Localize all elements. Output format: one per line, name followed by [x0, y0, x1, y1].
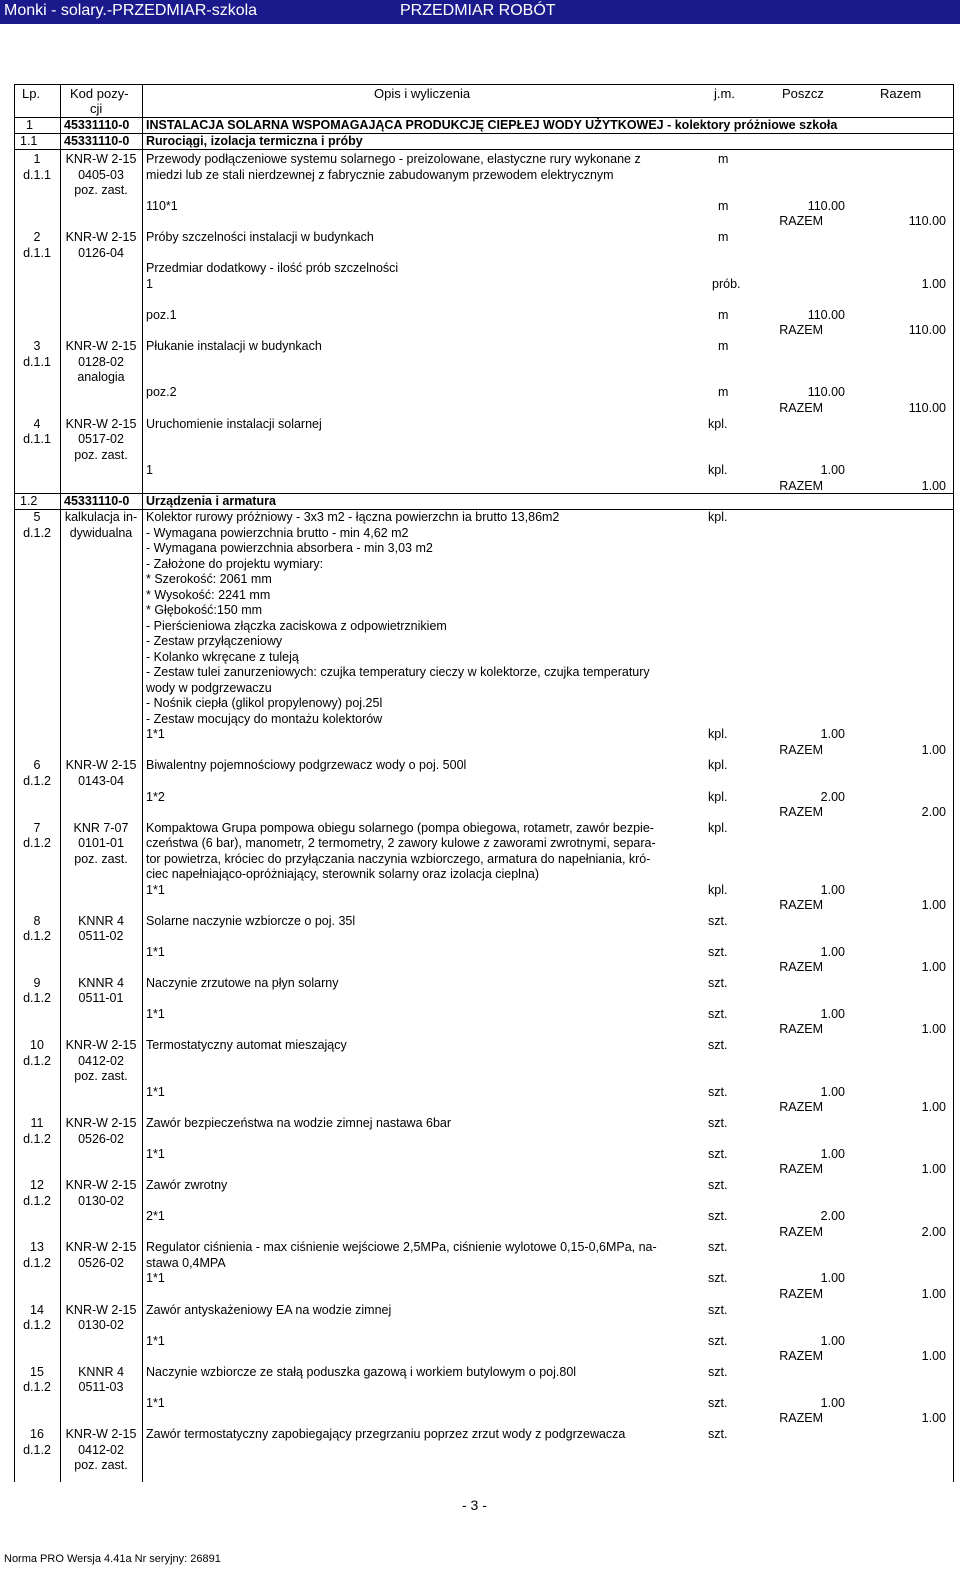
razem-value: 1.00	[921, 960, 946, 974]
item-code-2: 0128-02	[78, 355, 124, 369]
calc-unit: szt.	[708, 1334, 728, 1348]
item-code-3: poz. zast.	[74, 1069, 128, 1083]
calc-unit: kpl.	[708, 463, 728, 477]
calc-formula: 1*1	[146, 1085, 165, 1099]
header-jm: j.m.	[714, 86, 735, 101]
item-lp: 14	[30, 1303, 44, 1317]
description-line: - Wymagana powierzchnia brutto - min 4,62 m2	[146, 526, 409, 540]
description-line: * Głębokość:150 mm	[146, 603, 263, 617]
item-code: KNR-W 2-15	[65, 1038, 137, 1052]
item-dz: d.1.2	[23, 1380, 51, 1394]
item-lp: 1	[33, 152, 41, 166]
item-code-2: 0143-04	[78, 774, 124, 788]
item-code-2: 0511-03	[78, 1380, 124, 1394]
item-unit: m	[718, 152, 729, 166]
item-description: Płukanie instalacji w budynkach	[146, 339, 322, 353]
calc-unit: kpl.	[708, 727, 728, 741]
item-lp: 3	[33, 339, 41, 353]
section-title: INSTALACJA SOLARNA WSPOMAGAJĄCA PRODUKCJĘ CIEPŁEJ WODY UŻYTKOWEJ - kolektory próżniowe szkoła	[146, 118, 838, 132]
item-unit: kpl.	[708, 821, 728, 835]
item-dz: d.1.2	[23, 929, 51, 943]
item-dz: d.1.2	[23, 1318, 51, 1332]
header-lp: Lp.	[22, 86, 41, 101]
description-line: - Kolanko wkręcane z tuleją	[146, 650, 299, 664]
calc-unit: szt.	[708, 1396, 728, 1410]
item-code: KNR 7-07	[73, 821, 129, 835]
item-code-2: 0126-04	[78, 246, 124, 260]
item-code-2: 0511-02	[78, 929, 124, 943]
item-unit: szt.	[708, 1303, 728, 1317]
page-number: - 3 -	[462, 1497, 487, 1513]
calc-unit: szt.	[708, 1085, 728, 1099]
item-code: KNR-W 2-15	[65, 758, 137, 772]
calc-unit: m	[718, 199, 729, 213]
item-lp: 8	[33, 914, 41, 928]
item-dz: d.1.1	[23, 355, 51, 369]
razem-value: 2.00	[921, 1225, 946, 1239]
calc-unit: szt.	[708, 945, 728, 959]
item-lp: 10	[30, 1038, 44, 1052]
item-dz: d.1.2	[23, 991, 51, 1005]
razem-value: 1.00	[921, 1287, 946, 1301]
calc-value: 1.00	[820, 1271, 845, 1285]
item-code-3: poz. zast.	[74, 448, 128, 462]
title-bar	[0, 0, 960, 24]
item-unit: szt.	[708, 1240, 728, 1254]
section-title: Urządzenia i armatura	[146, 494, 276, 508]
item-code-3: poz. zast.	[74, 852, 128, 866]
calc-value: 1.00	[820, 1334, 845, 1348]
calc-value: 1.00	[820, 1147, 845, 1161]
item-description: Naczynie wzbiorcze ze stałą poduszka gazową i workiem butylowym o poj.80l	[146, 1365, 577, 1379]
section-code: 45331110-0	[64, 494, 130, 508]
item-code: kalkulacja in-	[64, 510, 138, 524]
description-line: - Zestaw tulei zanurzeniowych: czujka temperatury cieczy w kolektorze, czujka temperatury	[146, 665, 650, 679]
item-description: Próby szczelności instalacji w budynkach	[146, 230, 374, 244]
item-unit: szt.	[708, 1365, 728, 1379]
razem-label: RAZEM	[779, 479, 823, 493]
item-code-3: analogia	[77, 370, 125, 384]
item-code-3: poz. zast.	[74, 183, 128, 197]
description-line: * Wysokość: 2241 mm	[146, 588, 271, 602]
section-row-border	[14, 149, 954, 150]
item-lp: 2	[33, 230, 41, 244]
table-top-border	[14, 84, 954, 85]
razem-value: 1.00	[921, 1349, 946, 1363]
calc-unit: kpl.	[708, 883, 728, 897]
header-opis: Opis i wyliczenia	[374, 86, 471, 101]
item-dz: d.1.1	[23, 432, 51, 446]
item-lp: 4	[33, 417, 41, 431]
calc-formula: 1*2	[146, 790, 165, 804]
calc-formula: 110*1	[146, 199, 178, 213]
razem-value: 2.00	[921, 805, 946, 819]
razem-label: RAZEM	[779, 1349, 823, 1363]
item-lp: 16	[30, 1427, 44, 1441]
item-lp: 12	[30, 1178, 44, 1192]
section-title: Rurociągi, izolacja termiczna i próby	[146, 134, 363, 148]
calc-formula: 1*1	[146, 1007, 165, 1021]
calc-formula: 1	[146, 463, 153, 477]
item-lp: 11	[30, 1116, 44, 1130]
item-code-2: 0130-02	[78, 1318, 124, 1332]
calc-formula: 1*1	[146, 1147, 165, 1161]
item-lp: 13	[30, 1240, 44, 1254]
item-code-2: 0517-02	[78, 432, 124, 446]
item-description: Uruchomienie instalacji solarnej	[146, 417, 322, 431]
item-unit: szt.	[708, 1178, 728, 1192]
calc-value-2: 110.00	[807, 308, 845, 322]
description-line: - Pierścieniowa złączka zaciskowa z odpowietrznikiem	[146, 619, 447, 633]
item-description: Przewody podłączeniowe systemu solarnego - preizolowane, elastyczne rury wykonane z	[146, 152, 641, 166]
item-dz: d.1.2	[23, 1194, 51, 1208]
description-line: Kompaktowa Grupa pompowa obiegu solarnego (pompa obiegowa, rotametr, zawór bezpie-	[146, 821, 654, 835]
razem-label: RAZEM	[779, 960, 823, 974]
item-description: Naczynie zrzutowe na płyn solarny	[146, 976, 339, 990]
calc-value: 1.00	[921, 277, 946, 291]
item-lp: 5	[33, 510, 41, 524]
item-code: KNNR 4	[78, 1365, 124, 1379]
description-line: - Zestaw mocujący do montażu kolektorów	[146, 712, 383, 726]
razem-value: 1.00	[921, 1022, 946, 1036]
calc-value: 1.00	[820, 727, 845, 741]
calc-formula: 1*1	[146, 1396, 165, 1410]
calc-formula: 1*1	[146, 1271, 165, 1285]
item-lp: 9	[33, 976, 41, 990]
description-line: - Założone do projektu wymiary:	[146, 557, 324, 571]
calc-value: 1.00	[820, 883, 845, 897]
item-unit: szt.	[708, 976, 728, 990]
razem-value: 1.00	[921, 1100, 946, 1114]
description-line: * Szerokość: 2061 mm	[146, 572, 272, 586]
razem-value: 1.00	[921, 743, 946, 757]
calc-value: 110.00	[807, 385, 845, 399]
calc-value: 1.00	[820, 1007, 845, 1021]
description-line: tor powietrza, króciec do przyłączania naczynia wzbiorczego, armatura do napełniania, kró-	[146, 852, 651, 866]
item-dz: d.1.2	[23, 1443, 51, 1457]
calc-unit: prób.	[712, 277, 741, 291]
item-description: Biwalentny pojemnościowy podgrzewacz wody o poj. 500l	[146, 758, 467, 772]
item-code-2: 0101-01	[78, 836, 124, 850]
razem-label: RAZEM	[779, 805, 823, 819]
razem-value: 110.00	[908, 214, 946, 228]
razem-label: RAZEM	[779, 743, 823, 757]
item-code-2: 0130-02	[78, 1194, 124, 1208]
calc-unit: szt.	[708, 1209, 728, 1223]
item-code-2: 0511-01	[78, 991, 124, 1005]
item-code-3: poz. zast.	[74, 1458, 128, 1472]
item-code-2: 0526-02	[78, 1256, 124, 1270]
section-lp: 1.2	[20, 494, 38, 508]
item-unit: szt.	[708, 1116, 728, 1130]
item-description: Zawór bezpieczeństwa na wodzie zimnej nastawa 6bar	[146, 1116, 452, 1130]
item-description-2: stawa 0,4MPA	[146, 1256, 226, 1270]
razem-value: 1.00	[921, 1162, 946, 1176]
item-unit: szt.	[708, 1427, 728, 1441]
document-name: Monki - solary.-PRZEDMIAR-szkola	[4, 2, 258, 19]
item-code-2: dywidualna	[69, 526, 133, 540]
calc-formula-2: poz.1	[146, 308, 177, 322]
item-description: Zawór zwrotny	[146, 1178, 228, 1192]
razem-value: 110.00	[908, 401, 946, 415]
item-dz: d.1.2	[23, 836, 51, 850]
item-unit: kpl.	[708, 510, 728, 524]
section-lp: 1	[26, 118, 33, 132]
razem-label: RAZEM	[779, 1022, 823, 1036]
item-description: Solarne naczynie wzbiorcze o poj. 35l	[146, 914, 356, 928]
item-dz: d.1.2	[23, 1132, 51, 1146]
calc-unit-2: m	[718, 308, 729, 322]
item-unit: m	[718, 339, 729, 353]
item-code: KNNR 4	[78, 976, 124, 990]
section-code: 45331110-0	[64, 134, 130, 148]
calc-formula: 1*1	[146, 1334, 165, 1348]
calc-unit: szt.	[708, 1007, 728, 1021]
section-lp: 1.1	[20, 134, 38, 148]
description-line: - Zestaw przyłączeniowy	[146, 634, 283, 648]
razem-label: RAZEM	[779, 401, 823, 415]
razem-label: RAZEM	[779, 214, 823, 228]
header-poszcz: Poszcz	[782, 86, 824, 101]
description-line: wody w podgrzewaczu	[146, 681, 272, 695]
razem-label: RAZEM	[779, 1100, 823, 1114]
item-code-2: 0405-03	[78, 168, 124, 182]
item-code: KNR-W 2-15	[65, 1240, 137, 1254]
calc-value: 2.00	[820, 1209, 845, 1223]
item-code: KNR-W 2-15	[65, 417, 137, 431]
item-code-2: 0412-02	[78, 1054, 124, 1068]
calc-formula: 2*1	[146, 1209, 165, 1223]
item-unit: kpl.	[708, 758, 728, 772]
item-code: KNR-W 2-15	[65, 152, 137, 166]
calc-value: 1.00	[820, 945, 845, 959]
razem-label: RAZEM	[779, 1287, 823, 1301]
razem-value: 1.00	[921, 898, 946, 912]
razem-value: 1.00	[921, 479, 946, 493]
calc-value: 2.00	[820, 790, 845, 804]
item-lp: 6	[33, 758, 41, 772]
item-code: KNR-W 2-15	[65, 1116, 137, 1130]
item-dz: d.1.2	[23, 526, 51, 540]
footer-software-info: Norma PRO Wersja 4.41a Nr seryjny: 26891	[4, 1553, 221, 1565]
calc-value: 110.00	[807, 199, 845, 213]
item-dz: d.1.1	[23, 168, 51, 182]
calc-unit: kpl.	[708, 790, 728, 804]
item-description: Termostatyczny automat mieszający	[146, 1038, 347, 1052]
razem-label: RAZEM	[779, 1162, 823, 1176]
razem-label: RAZEM	[779, 1225, 823, 1239]
item-description: Regulator ciśnienia - max ciśnienie wejściowe 2,5MPa, ciśnienie wylotowe 0,15-0,6MPa, na-	[146, 1240, 657, 1254]
header-razem: Razem	[880, 86, 922, 101]
item-lp: 7	[33, 821, 41, 835]
item-code: KNR-W 2-15	[65, 1178, 137, 1192]
column-divider	[142, 84, 143, 1482]
item-lp: 15	[30, 1365, 44, 1379]
item-unit: szt.	[708, 1038, 728, 1052]
item-code: KNR-W 2-15	[65, 1427, 137, 1441]
item-code-2: 0526-02	[78, 1132, 124, 1146]
item-note: Przedmiar dodatkowy - ilość prób szczelności	[146, 261, 399, 275]
item-description-2: miedzi lub ze stali nierdzewnej z fabrycznie zabudowanym przewodem elektrycznym	[146, 168, 614, 182]
description-line: ciec napełniająco-opróżniający, sterownik solarny oraz izolacja cieplna)	[146, 867, 540, 881]
item-dz: d.1.1	[23, 246, 51, 260]
item-unit: szt.	[708, 914, 728, 928]
item-code: KNNR 4	[78, 914, 124, 928]
description-line: - Nośnik ciepła (glikol propylenowy) poj.25l	[146, 696, 383, 710]
calc-unit: m	[718, 385, 729, 399]
item-unit: kpl.	[708, 417, 728, 431]
item-description: Zawór termostatyczny zapobiegający przegrzaniu poprzez zrzut wody z podgrzewacza	[146, 1427, 626, 1441]
calc-unit: szt.	[708, 1271, 728, 1285]
razem-value: 1.00	[921, 1411, 946, 1425]
item-description: Zawór antyskażeniowy EA na wodzie zimnej	[146, 1303, 392, 1317]
item-dz: d.1.2	[23, 1054, 51, 1068]
razem-value: 110.00	[908, 323, 946, 337]
calc-formula: poz.2	[146, 385, 177, 399]
description-line: Kolektor rurowy próżniowy - 3x3 m2 - łączna powierzchn ia brutto 13,86m2	[146, 510, 560, 524]
header-kod-2: cji	[90, 101, 103, 116]
razem-label: RAZEM	[779, 323, 823, 337]
item-unit: m	[718, 230, 729, 244]
calc-formula: 1	[146, 277, 153, 291]
description-line: czeństwa (6 bar), manometr, 2 termometry, 2 zawory kulowe z zaworami zwrotnymi, separa-	[146, 836, 656, 850]
item-code: KNR-W 2-15	[65, 230, 137, 244]
document-title: PRZEDMIAR ROBÓT	[400, 2, 556, 19]
item-dz: d.1.2	[23, 774, 51, 788]
section-code: 45331110-0	[64, 118, 130, 132]
calc-value: 1.00	[820, 1396, 845, 1410]
razem-label: RAZEM	[779, 1411, 823, 1425]
item-code-2: 0412-02	[78, 1443, 124, 1457]
column-divider	[953, 84, 954, 1482]
item-dz: d.1.2	[23, 1256, 51, 1270]
item-code: KNR-W 2-15	[65, 339, 137, 353]
razem-label: RAZEM	[779, 898, 823, 912]
description-line: - Wymagana powierzchnia absorbera - min 3,03 m2	[146, 541, 433, 555]
calc-formula: 1*1	[146, 945, 165, 959]
header-kod: Kod pozy-	[70, 86, 129, 101]
calc-formula: 1*1	[146, 883, 165, 897]
calc-unit: szt.	[708, 1147, 728, 1161]
calc-value: 1.00	[820, 1085, 845, 1099]
calc-formula: 1*1	[146, 727, 165, 741]
item-code: KNR-W 2-15	[65, 1303, 137, 1317]
calc-value: 1.00	[820, 463, 845, 477]
